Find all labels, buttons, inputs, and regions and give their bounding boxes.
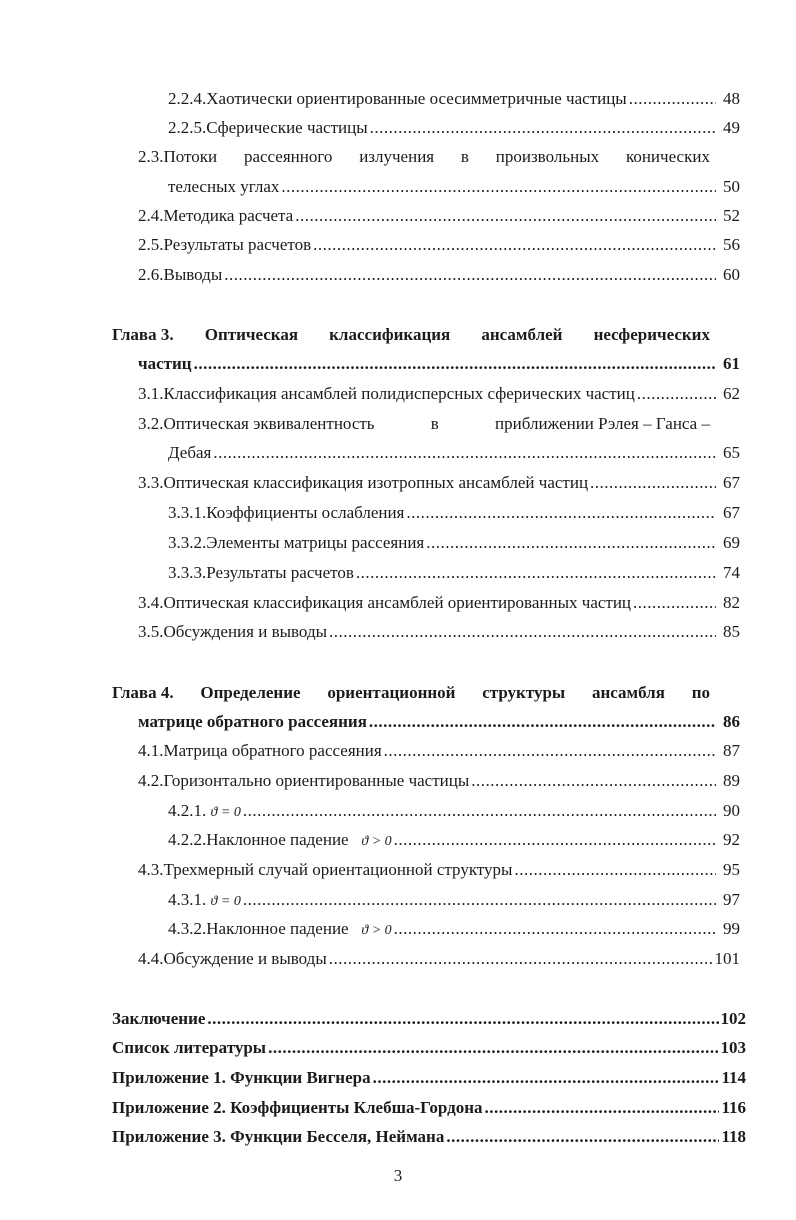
- leader-dots: [446, 1126, 719, 1148]
- entry-title: Выводы: [163, 265, 223, 284]
- entry-title-word: в: [460, 147, 469, 166]
- heading-word: Оптическая: [204, 325, 299, 344]
- entry-number: 2.2.5.: [168, 118, 207, 137]
- toc-entry-appendix-3[interactable]: [112, 1126, 746, 1148]
- toc-entry-continuation[interactable]: [168, 442, 740, 464]
- toc-entry[interactable]: [168, 800, 740, 824]
- entry-number: 2.4.: [138, 206, 164, 225]
- entry-title-word: Оптическая эквивалентность: [163, 414, 375, 433]
- heading-word: классификация: [329, 325, 451, 344]
- entry-title-word: рассеянного: [243, 147, 333, 166]
- heading-word: ансамблей: [481, 325, 563, 344]
- entry-page: 86: [723, 712, 740, 731]
- entry-number: 3.4.: [138, 593, 164, 612]
- leader-dots: [313, 234, 716, 256]
- leader-dots: [514, 859, 716, 881]
- leader-dots: [394, 829, 716, 851]
- entry-page: 82: [723, 593, 740, 612]
- toc-entry[interactable]: [138, 234, 740, 256]
- toc-entry-conclusion[interactable]: [112, 1008, 746, 1030]
- entry-title: Приложение 2. Коэффициенты Клебша-Гордона: [112, 1098, 483, 1117]
- heading-word: ансамбля: [591, 683, 665, 702]
- leader-dots: [629, 88, 716, 110]
- entry-number: 2.2.4.: [168, 89, 207, 108]
- chapter-3-heading-continuation[interactable]: [138, 353, 740, 375]
- toc-entry-appendix-1[interactable]: [112, 1067, 746, 1089]
- entry-page: 103: [720, 1038, 746, 1057]
- entry-page: 61: [723, 354, 740, 373]
- entry-page: 99: [723, 919, 740, 938]
- heading-word: Глава 3.: [112, 325, 174, 344]
- toc-entry[interactable]: [168, 829, 740, 853]
- entry-title: Обсуждение и выводы: [163, 949, 327, 968]
- heading-word: несферических: [593, 325, 710, 344]
- entry-page: 74: [723, 563, 740, 582]
- entry-title: Коэффициенты ослабления: [206, 503, 405, 522]
- leader-dots: [194, 353, 716, 375]
- toc-entry[interactable]: [168, 117, 740, 139]
- heading-word: Глава 4.: [112, 683, 174, 702]
- heading-word: Определение: [200, 683, 301, 702]
- heading-title: матрице обратного рассеяния: [138, 712, 367, 731]
- toc-entry-multiline[interactable]: [138, 413, 710, 435]
- entry-page: 90: [723, 801, 740, 820]
- entry-number: 2.6.: [138, 265, 164, 284]
- entry-page: 49: [723, 118, 740, 137]
- toc-entry[interactable]: [168, 502, 740, 524]
- toc-entry[interactable]: [138, 472, 740, 494]
- entry-page: 102: [720, 1009, 746, 1028]
- toc-entry[interactable]: [138, 770, 740, 792]
- entry-page: 114: [721, 1068, 746, 1087]
- toc-entry[interactable]: [168, 889, 740, 913]
- leader-dots: [243, 800, 716, 822]
- entry-title: Оптическая классификация ансамблей ориентированных частиц: [163, 593, 632, 612]
- leader-dots: [384, 740, 716, 762]
- leader-dots: [329, 948, 713, 970]
- entry-number: 3.2.: [138, 414, 164, 433]
- entry-page: 116: [721, 1098, 746, 1117]
- toc-entry[interactable]: [168, 532, 740, 554]
- entry-number: 3.3.: [138, 473, 164, 492]
- entry-title: Элементы матрицы рассеяния: [206, 533, 425, 552]
- heading-word: структуры: [482, 683, 566, 702]
- entry-page: 95: [723, 860, 740, 879]
- entry-number: 4.2.2.: [168, 830, 207, 849]
- leader-dots: [485, 1097, 720, 1119]
- leader-dots: [356, 562, 716, 584]
- entry-page: 62: [723, 384, 740, 403]
- entry-title-word: произвольных: [495, 147, 600, 166]
- entry-title: Наклонное падение: [206, 830, 349, 849]
- entry-title-word: Потоки: [163, 147, 218, 166]
- toc-entry[interactable]: [168, 562, 740, 584]
- toc-entry[interactable]: [138, 592, 740, 614]
- theta-symbol: ϑ = 0: [210, 805, 241, 820]
- entry-page: 101: [714, 949, 740, 968]
- toc-entry[interactable]: [138, 383, 740, 405]
- toc-entry[interactable]: [168, 88, 740, 110]
- chapter-4-heading-continuation[interactable]: [138, 711, 740, 733]
- entry-title: Приложение 1. Функции Вигнера: [112, 1068, 371, 1087]
- entry-title: Сферические частицы: [206, 118, 368, 137]
- entry-page: 92: [723, 830, 740, 849]
- entry-page: 67: [723, 503, 740, 522]
- entry-number: 3.3.1.: [168, 503, 207, 522]
- entry-number: 2.5.: [138, 235, 164, 254]
- toc-entry-multiline[interactable]: [138, 146, 710, 168]
- entry-number: 4.3.2.: [168, 919, 207, 938]
- entry-title: Трехмерный случай ориентационной структуры: [163, 860, 513, 879]
- leader-dots: [243, 889, 716, 911]
- entry-page: 56: [723, 235, 740, 254]
- entry-number: 4.4.: [138, 949, 164, 968]
- leader-dots: [471, 770, 716, 792]
- entry-page: 97: [723, 890, 740, 909]
- entry-page: 118: [721, 1127, 746, 1146]
- entry-title: Дебая: [168, 443, 212, 462]
- leader-dots: [590, 472, 716, 494]
- leader-dots: [406, 502, 716, 524]
- entry-title: Обсуждения и выводы: [163, 622, 328, 641]
- entry-title: телесных углах: [168, 177, 280, 196]
- entry-title: Методика расчета: [163, 206, 294, 225]
- entry-page: 65: [723, 443, 740, 462]
- leader-dots: [295, 205, 716, 227]
- heading-title: частиц: [138, 354, 192, 373]
- entry-title: Заключение: [112, 1009, 206, 1028]
- leader-dots: [369, 711, 716, 733]
- leader-dots: [373, 1067, 720, 1089]
- entry-page: 60: [723, 265, 740, 284]
- entry-page: 87: [723, 741, 740, 760]
- entry-number: 4.1.: [138, 741, 164, 760]
- entry-number: 2.3.: [138, 147, 164, 166]
- leader-dots: [426, 532, 716, 554]
- toc-entry-references[interactable]: [112, 1037, 746, 1059]
- toc-entry[interactable]: [138, 621, 740, 643]
- entry-number: 4.2.1.: [168, 801, 207, 820]
- entry-title: Хаотически ориентированные осесимметричные частицы: [206, 89, 627, 108]
- toc-entry-appendix-2[interactable]: [112, 1097, 746, 1119]
- entry-number: 3.3.3.: [168, 563, 207, 582]
- leader-dots: [213, 442, 716, 464]
- entry-title-word: конических: [625, 147, 710, 166]
- chapter-3-heading[interactable]: [112, 324, 710, 346]
- entry-page: 85: [723, 622, 740, 641]
- heading-word: по: [691, 683, 710, 702]
- toc-entry[interactable]: [138, 859, 740, 881]
- entry-title: Наклонное падение: [206, 919, 349, 938]
- leader-dots: [370, 117, 716, 139]
- theta-symbol: ϑ > 0: [361, 834, 392, 849]
- entry-page: 89: [723, 771, 740, 790]
- entry-page: 50: [723, 177, 740, 196]
- theta-symbol: ϑ > 0: [361, 923, 392, 938]
- entry-number: 3.1.: [138, 384, 164, 403]
- leader-dots: [281, 176, 716, 198]
- entry-title: Список литературы: [112, 1038, 267, 1057]
- leader-dots: [329, 621, 716, 643]
- leader-dots: [633, 592, 716, 614]
- entry-title-word: приближении Рэлея – Ганса –: [495, 414, 710, 433]
- leader-dots: [207, 1008, 718, 1030]
- entry-title: Классификация ансамблей полидисперсных сферических частиц: [163, 384, 635, 403]
- toc-entry[interactable]: [138, 264, 740, 286]
- entry-page: 69: [723, 533, 740, 552]
- leader-dots: [268, 1037, 718, 1059]
- chapter-4-heading[interactable]: [112, 682, 710, 704]
- entry-number: 4.3.: [138, 860, 164, 879]
- entry-title-word: в: [430, 414, 439, 433]
- toc-entry[interactable]: [138, 948, 740, 970]
- leader-dots: [394, 918, 716, 940]
- entry-number: 4.3.1.: [168, 890, 207, 909]
- entry-number: 3.3.2.: [168, 533, 207, 552]
- leader-dots: [637, 383, 716, 405]
- entry-page: 52: [723, 206, 740, 225]
- entry-title: Результаты расчетов: [206, 563, 354, 582]
- entry-page: 67: [723, 473, 740, 492]
- entry-number: 3.5.: [138, 622, 164, 641]
- entry-title: Матрица обратного рассеяния: [163, 741, 382, 760]
- entry-title-word: излучения: [359, 147, 435, 166]
- theta-symbol: ϑ = 0: [210, 894, 241, 909]
- entry-title: Результаты расчетов: [163, 235, 312, 254]
- entry-title: Оптическая классификация изотропных ансамблей частиц: [163, 473, 589, 492]
- leader-dots: [224, 264, 716, 286]
- entry-title: Приложение 3. Функции Бесселя, Неймана: [112, 1127, 445, 1146]
- entry-number: 4.2.: [138, 771, 164, 790]
- entry-title: Горизонтально ориентированные частицы: [163, 771, 470, 790]
- toc-entry-continuation[interactable]: [168, 176, 740, 198]
- entry-page: 48: [723, 89, 740, 108]
- toc-entry[interactable]: [138, 205, 740, 227]
- page-number: 3: [393, 1166, 403, 1185]
- toc-entry[interactable]: [168, 918, 740, 942]
- heading-word: ориентационной: [327, 683, 456, 702]
- toc-entry[interactable]: [138, 740, 740, 762]
